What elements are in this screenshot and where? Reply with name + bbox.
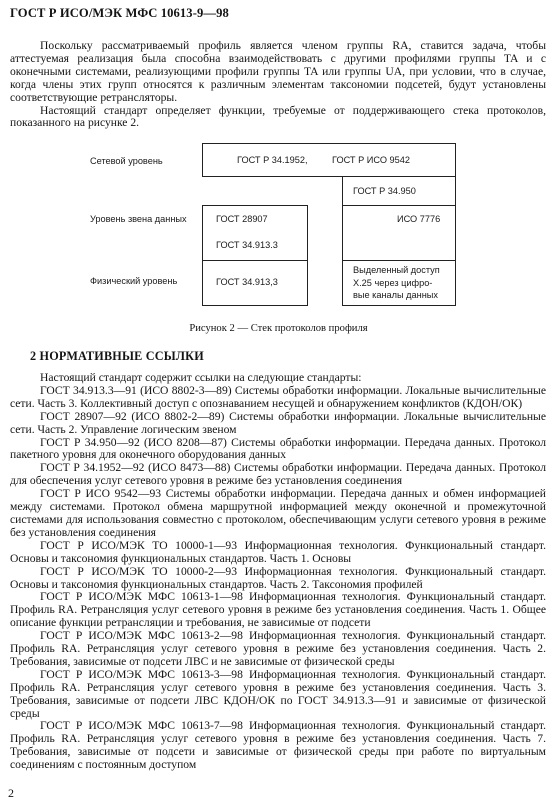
intro-paragraph-1: Поскольку рассматриваемый профиль является членом группы RA, ставится задача, чтобы аттестуемая реализация была способна взаимодействовать с другими профилями группы TA и с оконечными системами, реализующими профили группы TA или группы UA, при условии, что в случае, когда члены этих групп относятся к различным элементам таксономии подсетей, будут установлены соответствующие ретрансляторы.	[10, 39, 546, 104]
gost-34950-label: ГОСТ Р 34.950	[353, 186, 416, 196]
reference-item: ГОСТ 34.913.3—91 (ИСО 8802-3—89) Системы обработки информации. Локальные вычислительные сети. Часть 3. Коллективный доступ с опознаванием несущей и обнаружением конфликтов (КДОН/ОК)	[10, 383, 546, 410]
reference-item: ГОСТ Р ИСО 9542—93 Системы обработки информации. Передача данных и обмен информацией между системами. Протокол обмена маршрутной информацией между оконечной и промежуточной системами для использования совместно с протоколом, обеспечивающим услуги сетевого уровня в режиме без установления соединения	[10, 487, 546, 539]
gost-34913-physical-label: ГОСТ 34.913,3	[216, 277, 278, 287]
datalink-left-box	[202, 205, 308, 261]
reference-item: ГОСТ Р ИСО/МЭК МФС 10613-2—98 Информационная технология. Функциональный стандарт. Профиль RA. Ретрансляция услуг сетевого уровня в режиме без установления соединения. Часть 2. Требования, зависимые от подсети ЛВС и не зависимые от физической среды	[10, 629, 546, 668]
reference-item: ГОСТ 28907—92 (ИСО 8802-2—89) Системы обработки информации. Локальные вычислительные сети. Часть 2. Управление логическим звеном	[10, 409, 546, 436]
physical-right-box	[342, 260, 456, 306]
references-intro: Настоящий стандарт содержит ссылки на следующие стандарты:	[40, 371, 362, 384]
dedicated-access-line-1: Выделенный доступ	[353, 265, 440, 275]
page-header: ГОСТ Р ИСО/МЭК МФС 10613-9—98	[10, 6, 229, 20]
gost-34950-box	[342, 176, 456, 206]
dedicated-access-label	[353, 264, 440, 302]
network-gost-iso-9542: ГОСТ Р ИСО 9542	[332, 155, 410, 165]
intro-paragraph-2: Настоящий стандарт определяет функции, требуемые от поддерживающего стека протоколов, показанного на рисунке 2.	[10, 103, 546, 130]
figure-caption: Рисунок 2 — Стек протоколов профиля	[189, 323, 368, 334]
network-gost-34-1952: ГОСТ Р 34.1952,	[237, 155, 308, 165]
section-title: 2 НОРМАТИВНЫЕ ССЫЛКИ	[30, 349, 204, 363]
gost-28907-label: ГОСТ 28907	[216, 214, 268, 224]
reference-item: ГОСТ Р ИСО/МЭК МФС 10613-7—98 Информационная технология. Функциональный стандарт. Профиль RA. Ретрансляция услуг сетевого уровня в режиме без установления соединения. Часть 7. Требования, зависимые от подсети и зависимые от физической среды при работе по виртуальным соединениям с постоянным доступом	[10, 719, 546, 772]
network-layer-box	[202, 143, 456, 177]
reference-item: ГОСТ Р 34.950—92 (ИСО 8208—87) Системы обработки информации. Передача данных. Протокол пакетного уровня для оконечного оборудования данных	[10, 435, 546, 462]
reference-item: ГОСТ Р 34.1952—92 (ИСО 8473—88) Системы обработки информации. Передача данных. Протокол для обеспечения услуг сетевого уровня в режиме без установления соединения	[10, 461, 546, 488]
intro-text	[10, 40, 546, 130]
reference-item: ГОСТ Р ИСО/МЭК МФС 10613-3—98 Информационная технология. Функциональный стандарт. Профиль RA. Ретрансляция услуг сетевого уровня в режиме без установления соединения. Часть 3. Требования, зависимые от подсети ЛВС КДОН/ОК по ГОСТ 34.913.3—91 и зависимые от физической среды	[10, 667, 546, 720]
label-physical-layer: Физический уровень	[90, 276, 178, 286]
gost-34913-3-label: ГОСТ 34.913.3	[216, 240, 278, 250]
datalink-right-box	[342, 205, 456, 261]
reference-item: ГОСТ Р ИСО/МЭК ТО 10000-1—93 Информационная технология. Функциональный стандарт. Основы и таксономия функциональных стандартов. Часть 1. Основы	[10, 538, 546, 565]
iso-7776-label: ИСО 7776	[397, 214, 441, 224]
reference-item: ГОСТ Р ИСО/МЭК МФС 10613-1—98 Информационная технология. Функциональный стандарт. Профиль RA. Ретрансляция услуг сетевого уровня в режиме без установления соединения. Часть 1. Общее описание функции ретрансляции и требования, не зависимые от подсети	[10, 590, 546, 630]
label-network-layer: Сетевой уровень	[90, 156, 163, 166]
physical-left-box	[202, 260, 308, 306]
references-list	[10, 372, 546, 772]
dedicated-access-line-3: вые каналы данных	[353, 290, 438, 300]
reference-item: ГОСТ Р ИСО/МЭК ТО 10000-2—93 Информационная технология. Функциональный стандарт. Основы и таксономия функциональных стандартов. Часть 2. Таксономия профилей	[10, 564, 546, 591]
dedicated-access-line-2: X.25 через цифро-	[353, 277, 433, 288]
label-datalink-layer: Уровень звена данных	[90, 214, 187, 224]
page-number: 2	[8, 786, 14, 800]
